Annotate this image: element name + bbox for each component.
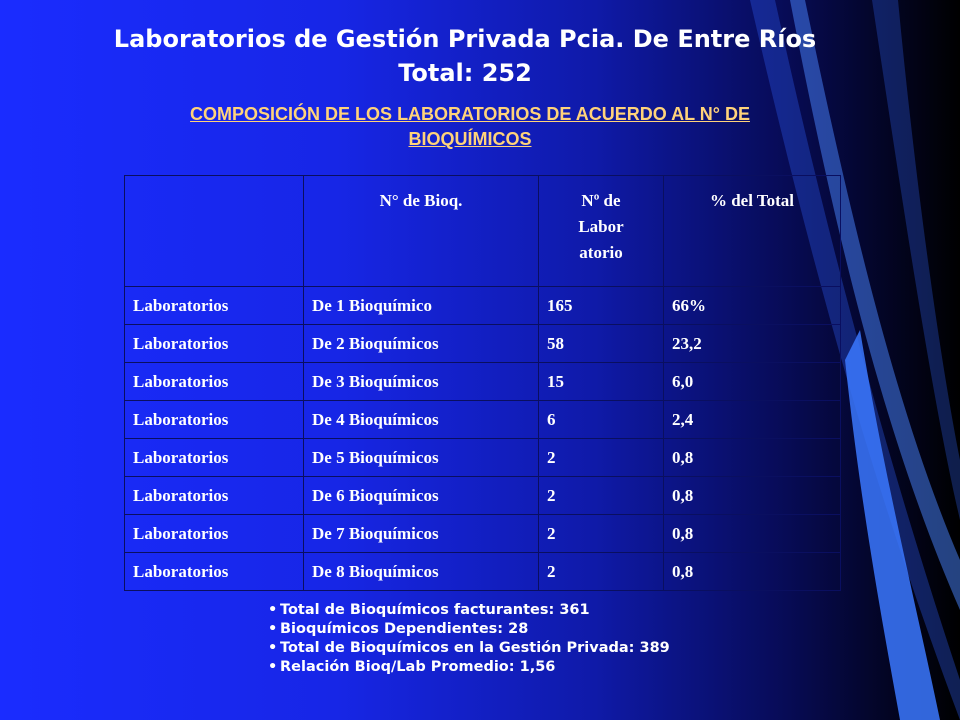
table-row xyxy=(125,515,841,553)
lab-count-cell: 2 xyxy=(539,553,664,591)
laboratories-table xyxy=(124,175,841,591)
subtitle-line-2: BIOQUÍMICOS xyxy=(408,129,532,149)
table-row xyxy=(125,439,841,477)
percent-cell: 0,8 xyxy=(664,553,841,591)
row-label-cell: Laboratorios xyxy=(125,553,304,591)
table-row xyxy=(125,477,841,515)
lab-count-cell: 2 xyxy=(539,515,664,553)
bioq-count-cell: De 1 Bioquímico xyxy=(304,287,539,325)
header-cell-percent: % del Total xyxy=(664,176,841,287)
header-labs-line-2: Labor xyxy=(578,217,624,236)
bioq-count-cell: De 8 Bioquímicos xyxy=(304,553,539,591)
note-total-facturantes: • Total de Bioquímicos facturantes: 361 xyxy=(268,601,670,620)
table-row xyxy=(125,401,841,439)
bioq-count-cell: De 5 Bioquímicos xyxy=(304,439,539,477)
section-subtitle xyxy=(80,102,860,152)
percent-cell: 66% xyxy=(664,287,841,325)
lab-count-cell: 6 xyxy=(539,401,664,439)
bioq-count-cell: De 6 Bioquímicos xyxy=(304,477,539,515)
header-labs-line-1: Nº de xyxy=(581,191,621,210)
lab-count-cell: 165 xyxy=(539,287,664,325)
row-label-cell: Laboratorios xyxy=(125,515,304,553)
table-row xyxy=(125,325,841,363)
note-relacion-promedio: • Relación Bioq/Lab Promedio: 1,56 xyxy=(268,658,670,677)
row-label-cell: Laboratorios xyxy=(125,401,304,439)
table-header-row xyxy=(125,176,841,287)
table-row xyxy=(125,553,841,591)
percent-cell: 0,8 xyxy=(664,439,841,477)
lab-count-cell: 58 xyxy=(539,325,664,363)
table-row xyxy=(125,363,841,401)
lab-count-cell: 2 xyxy=(539,439,664,477)
bioq-count-cell: De 3 Bioquímicos xyxy=(304,363,539,401)
row-label-cell: Laboratorios xyxy=(125,287,304,325)
bioq-count-cell: De 7 Bioquímicos xyxy=(304,515,539,553)
lab-count-cell: 15 xyxy=(539,363,664,401)
row-label-cell: Laboratorios xyxy=(125,325,304,363)
note-dependientes: • Bioquímicos Dependientes: 28 xyxy=(268,620,670,639)
header-cell-labs xyxy=(539,176,664,287)
bioq-count-cell: De 4 Bioquímicos xyxy=(304,401,539,439)
subtitle-line-1: COMPOSICIÓN DE LOS LABORATORIOS DE ACUERDO AL N° DE xyxy=(190,104,750,124)
header-cell-bioq: N° de Bioq. xyxy=(304,176,539,287)
summary-notes xyxy=(268,601,670,677)
percent-cell: 23,2 xyxy=(664,325,841,363)
row-label-cell: Laboratorios xyxy=(125,439,304,477)
header-labs-line-3: atorio xyxy=(579,243,623,262)
row-label-cell: Laboratorios xyxy=(125,363,304,401)
lab-count-cell: 2 xyxy=(539,477,664,515)
page-title: Laboratorios de Gestión Privada Pcia. De Entre Ríos xyxy=(113,25,817,53)
page-total: Total: 252 xyxy=(398,59,532,87)
row-label-cell: Laboratorios xyxy=(125,477,304,515)
percent-cell: 0,8 xyxy=(664,477,841,515)
percent-cell: 0,8 xyxy=(664,515,841,553)
bioq-count-cell: De 2 Bioquímicos xyxy=(304,325,539,363)
table-row xyxy=(125,287,841,325)
percent-cell: 6,0 xyxy=(664,363,841,401)
percent-cell: 2,4 xyxy=(664,401,841,439)
note-total-gestion-privada: • Total de Bioquímicos en la Gestión Privada: 389 xyxy=(268,639,670,658)
header-cell-empty xyxy=(125,176,304,287)
